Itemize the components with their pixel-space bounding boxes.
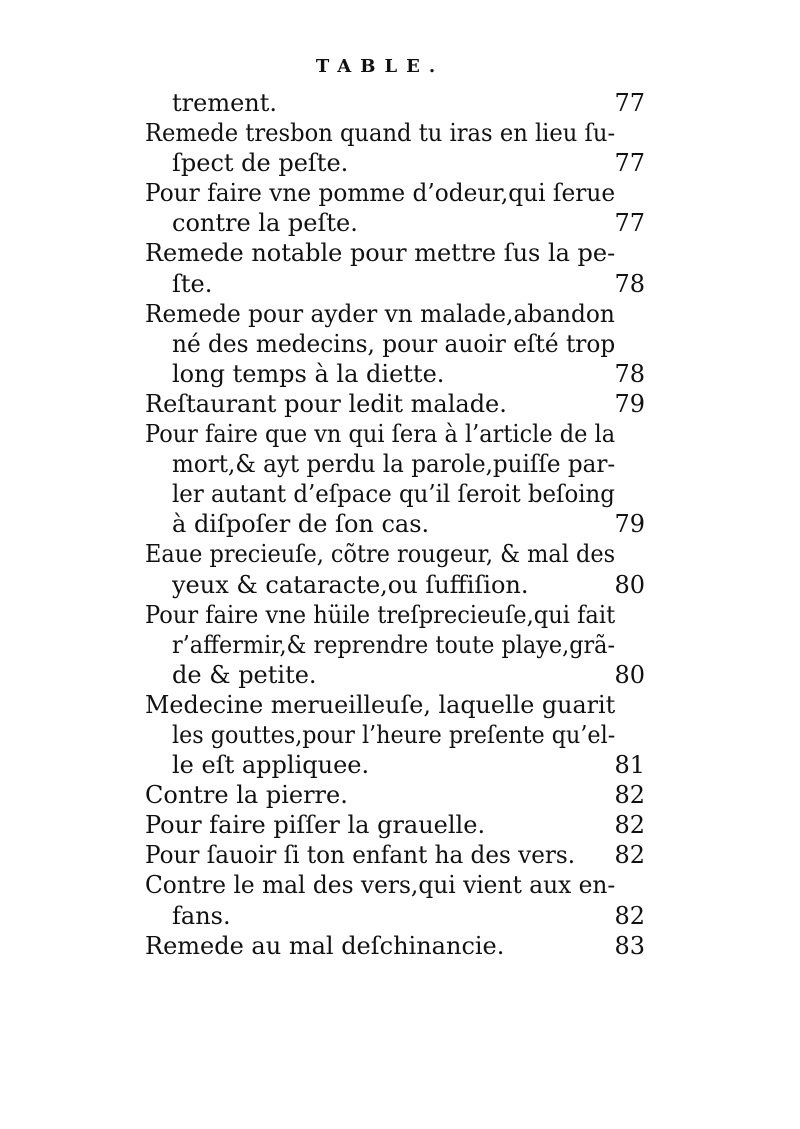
toc-entry-line [145,539,655,569]
toc-entry [145,690,655,780]
toc-entry-line [145,750,655,780]
toc-entry [145,238,655,298]
toc-page-number: 77 [614,149,645,178]
toc-page-number: 82 [614,781,645,810]
toc-entry-line [145,299,655,329]
toc-entry-line [145,178,655,208]
toc-entry-line [145,88,655,118]
toc-entry [145,840,655,870]
toc-entry-text: contre la peſte. [172,209,358,238]
toc-entry-line [145,810,655,840]
toc-page-number: 82 [614,901,645,930]
toc-page-number: 80 [614,570,645,599]
toc-entry [145,178,655,238]
toc-entry-text: Reſtaurant pour ledit malade. [145,389,507,418]
toc-page-number: 81 [614,751,645,780]
toc-entry-text: Pour faire vne pomme d’odeur,qui ſerue [145,179,616,208]
toc-entry-text: Remede pour ayder vn malade,abandon [145,299,615,328]
toc-entry-text: r’affermir,& reprendre toute playe,grã- [172,630,616,659]
toc-entry-line [145,208,655,238]
toc-entry-text: long temps à la diette. [172,359,445,388]
toc-page-number: 82 [614,811,645,840]
toc-entry-line [145,118,655,148]
toc-entry-text: Remede notable pour mettre ſus la pe- [145,239,616,268]
toc-entry [145,419,655,539]
toc-page-number: 83 [614,931,645,960]
toc-entry-line [145,901,655,931]
toc-entry-text: mort,& ayt perdu la parole,puiſſe par- [172,450,616,479]
toc-entry-line [145,479,655,509]
toc-entry-line [145,419,655,449]
toc-page-number: 78 [614,269,645,298]
toc-entry-line [145,359,655,389]
toc-entry-text: de & petite. [172,660,317,689]
toc-entry-text: yeux & cataracte,ou ſuffiſion. [172,570,529,599]
toc-entry-text: Pour faire vne hüile treſprecieuſe,qui fait [145,600,616,629]
toc-page-number: 82 [614,841,645,870]
toc-entry-text: Contre la pierre. [145,781,348,810]
toc-entry-text: né des medecins, pour auoir eſté trop [172,329,616,358]
toc-entry [145,810,655,840]
toc-entry [145,600,655,690]
toc-entry [145,780,655,810]
toc-entry-line [145,329,655,359]
toc-entry-line [145,870,655,900]
toc-entry-line [145,238,655,268]
toc-entry-line [145,720,655,750]
toc-entry-text: Pour faire piſſer la grauelle. [145,811,486,840]
toc-entry-line [145,931,655,961]
toc-page-number: 77 [614,89,645,117]
running-header: TABLE. [315,56,445,77]
toc-entry-text: les gouttes,pour l’heure preſente qu’el- [172,720,616,749]
toc-entry-text: à diſpoſer de ſon cas. [172,510,430,539]
toc-entry-text: ler autant d’eſpace qu’il ſeroit beſoing [172,480,615,509]
toc-entry-line [145,389,655,419]
toc-entry [145,870,655,930]
toc-entry-text: Remede au mal deſchinancie. [145,931,505,960]
toc-entry-text: fans. [172,901,231,930]
toc-entry [145,389,655,419]
toc-entry-text: Pour ſauoir ſi ton enfant ha des vers. [145,841,576,870]
toc-entry-line [145,780,655,810]
toc-entry-line [145,269,655,299]
toc-entry-line [145,840,655,870]
toc-entry-line [145,690,655,720]
toc-entry [145,931,655,961]
toc-entry-line [145,630,655,660]
toc-entry-text: Contre le mal des vers,qui vient aux en- [145,871,616,900]
toc-entry-text: Pour faire que vn qui ſera à l’article de la [145,420,616,449]
toc-entry-text: trement. [172,89,278,117]
toc-entry-line [145,148,655,178]
toc-entry [145,88,655,118]
toc-entry-line [145,449,655,479]
toc-entry [145,118,655,178]
toc-entry-text: le eſt appliquee. [172,751,370,780]
toc-page-number: 79 [614,389,645,418]
toc-entry-line [145,660,655,690]
toc-entry-line [145,509,655,539]
toc-entry [145,539,655,599]
toc-entry-text: Eaue precieuſe, cõtre rougeur, & mal des [145,540,616,569]
toc-page-number: 77 [614,209,645,238]
toc-page-number: 80 [614,660,645,689]
toc-page-number: 79 [614,510,645,539]
toc-entry-text: Medecine merueilleuſe, laquelle guarit [145,690,616,719]
toc-entry-line [145,570,655,600]
toc-entry-line [145,600,655,630]
toc-page-number: 78 [614,359,645,388]
toc-entry [145,299,655,389]
toc-entry-text: ſpect de peſte. [172,149,349,178]
table-of-contents [145,88,655,961]
toc-entry-text: ſte. [172,269,213,298]
toc-entry-text: Remede tresbon quand tu iras en lieu ſu- [145,119,616,148]
